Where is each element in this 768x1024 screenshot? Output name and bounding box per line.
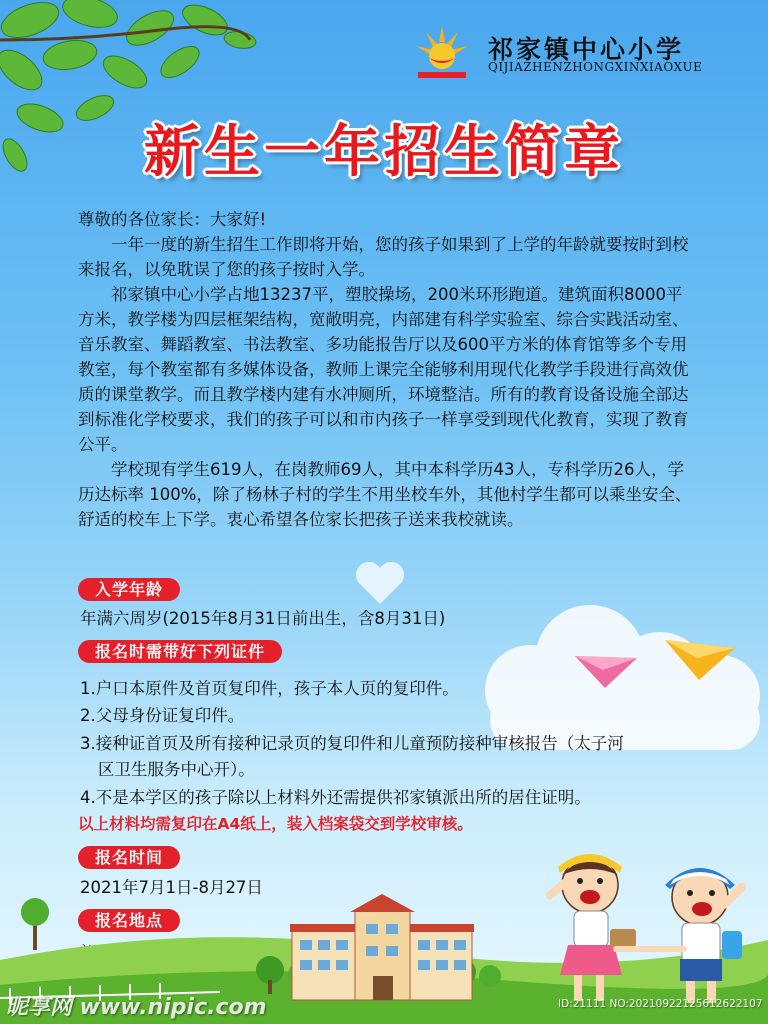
watermark-id: ID:21111 NO:20210922125612622107: [558, 998, 763, 1010]
docs-item-4: 4.不是本学区的孩子除以上材料外还需提供祁家镇派出所的居住证明。: [80, 788, 591, 807]
school-name-en: QIJIAZHENZHONGXINXIAOXUE: [488, 60, 703, 74]
section-age-label: 入学年龄: [78, 578, 180, 601]
school-logo: [412, 24, 472, 80]
docs-item-1: 1.户口本原件及首页复印件，孩子本人页的复印件。: [80, 679, 459, 698]
docs-notice: 以上材料均需复印在A4纸上，装入档案袋交到学校审核。: [78, 815, 473, 833]
docs-item-3: 3.接种证首页及所有接种记录页的复印件和儿童预防接种审核报告（太子河: [80, 734, 624, 753]
docs-item-2: 2.父母身份证复印件。: [80, 706, 245, 725]
intro-paragraph-1: 一年一度的新生招生工作即将开始，您的孩子如果到了上学的年龄就要按时到校来报名，以免耽误了您的孩子按时入学。: [78, 235, 689, 279]
section-time-label: 报名时间: [78, 846, 180, 869]
intro-body: [78, 207, 698, 532]
section-docs-label: 报名时需带好下列证件: [78, 640, 282, 663]
intro-paragraph-3: 学校现有学生619人，在岗教师69人，其中本科学历43人，专科学历26人，学历达标率 100%，除了杨林子村的学生不用坐校车外，其他村学生都可以乘坐安全、舒适的校车上下学。衷心希望各位家长把孩子送来我校就读。: [78, 460, 692, 529]
section-place-label: 报名地点: [78, 909, 180, 932]
school-name-cn: 祁家镇中心小学: [488, 35, 685, 64]
pink-paper-plane-icon: [575, 648, 637, 690]
docs-item-3-cont: 区卫生服务中心开）。: [98, 760, 255, 779]
section-time-text: 2021年7月1日-8月27日: [80, 878, 263, 897]
section-age-text: 年满六周岁(2015年8月31日前出生，含8月31日): [80, 609, 446, 628]
greeting: 尊敬的各位家长：大家好!: [78, 210, 267, 229]
page-title: 新生一年招生简章: [144, 120, 624, 185]
children-illustration: [530, 845, 768, 1015]
heart-cloud-decoration: [352, 558, 408, 608]
watermark-site: 昵享网 www.nipic.com: [6, 995, 267, 1020]
intro-paragraph-2: 祁家镇中心小学占地13237平，塑胶操场，200米环形跑道。建筑面积8000平方米，教学楼为四层框架结构，宽敞明亮，内部建有科学实验室、综合实践活动室、音乐教室、舞蹈教室、书法教室、多功能报告厅以及600平方米的体育馆等多个专用教室，每个教室都有多媒体设备，教师上课完全能够利用现代化教学手段进行高效优质的课堂教学。而且教学楼内建有水冲厕所，环境整洁。所有的教育设备设施全部达到标准化学校要求，我们的孩子可以和市内孩子一样享受到现代化教育，实现了教育公平。: [78, 285, 689, 454]
yellow-paper-plane-icon: [665, 636, 735, 682]
